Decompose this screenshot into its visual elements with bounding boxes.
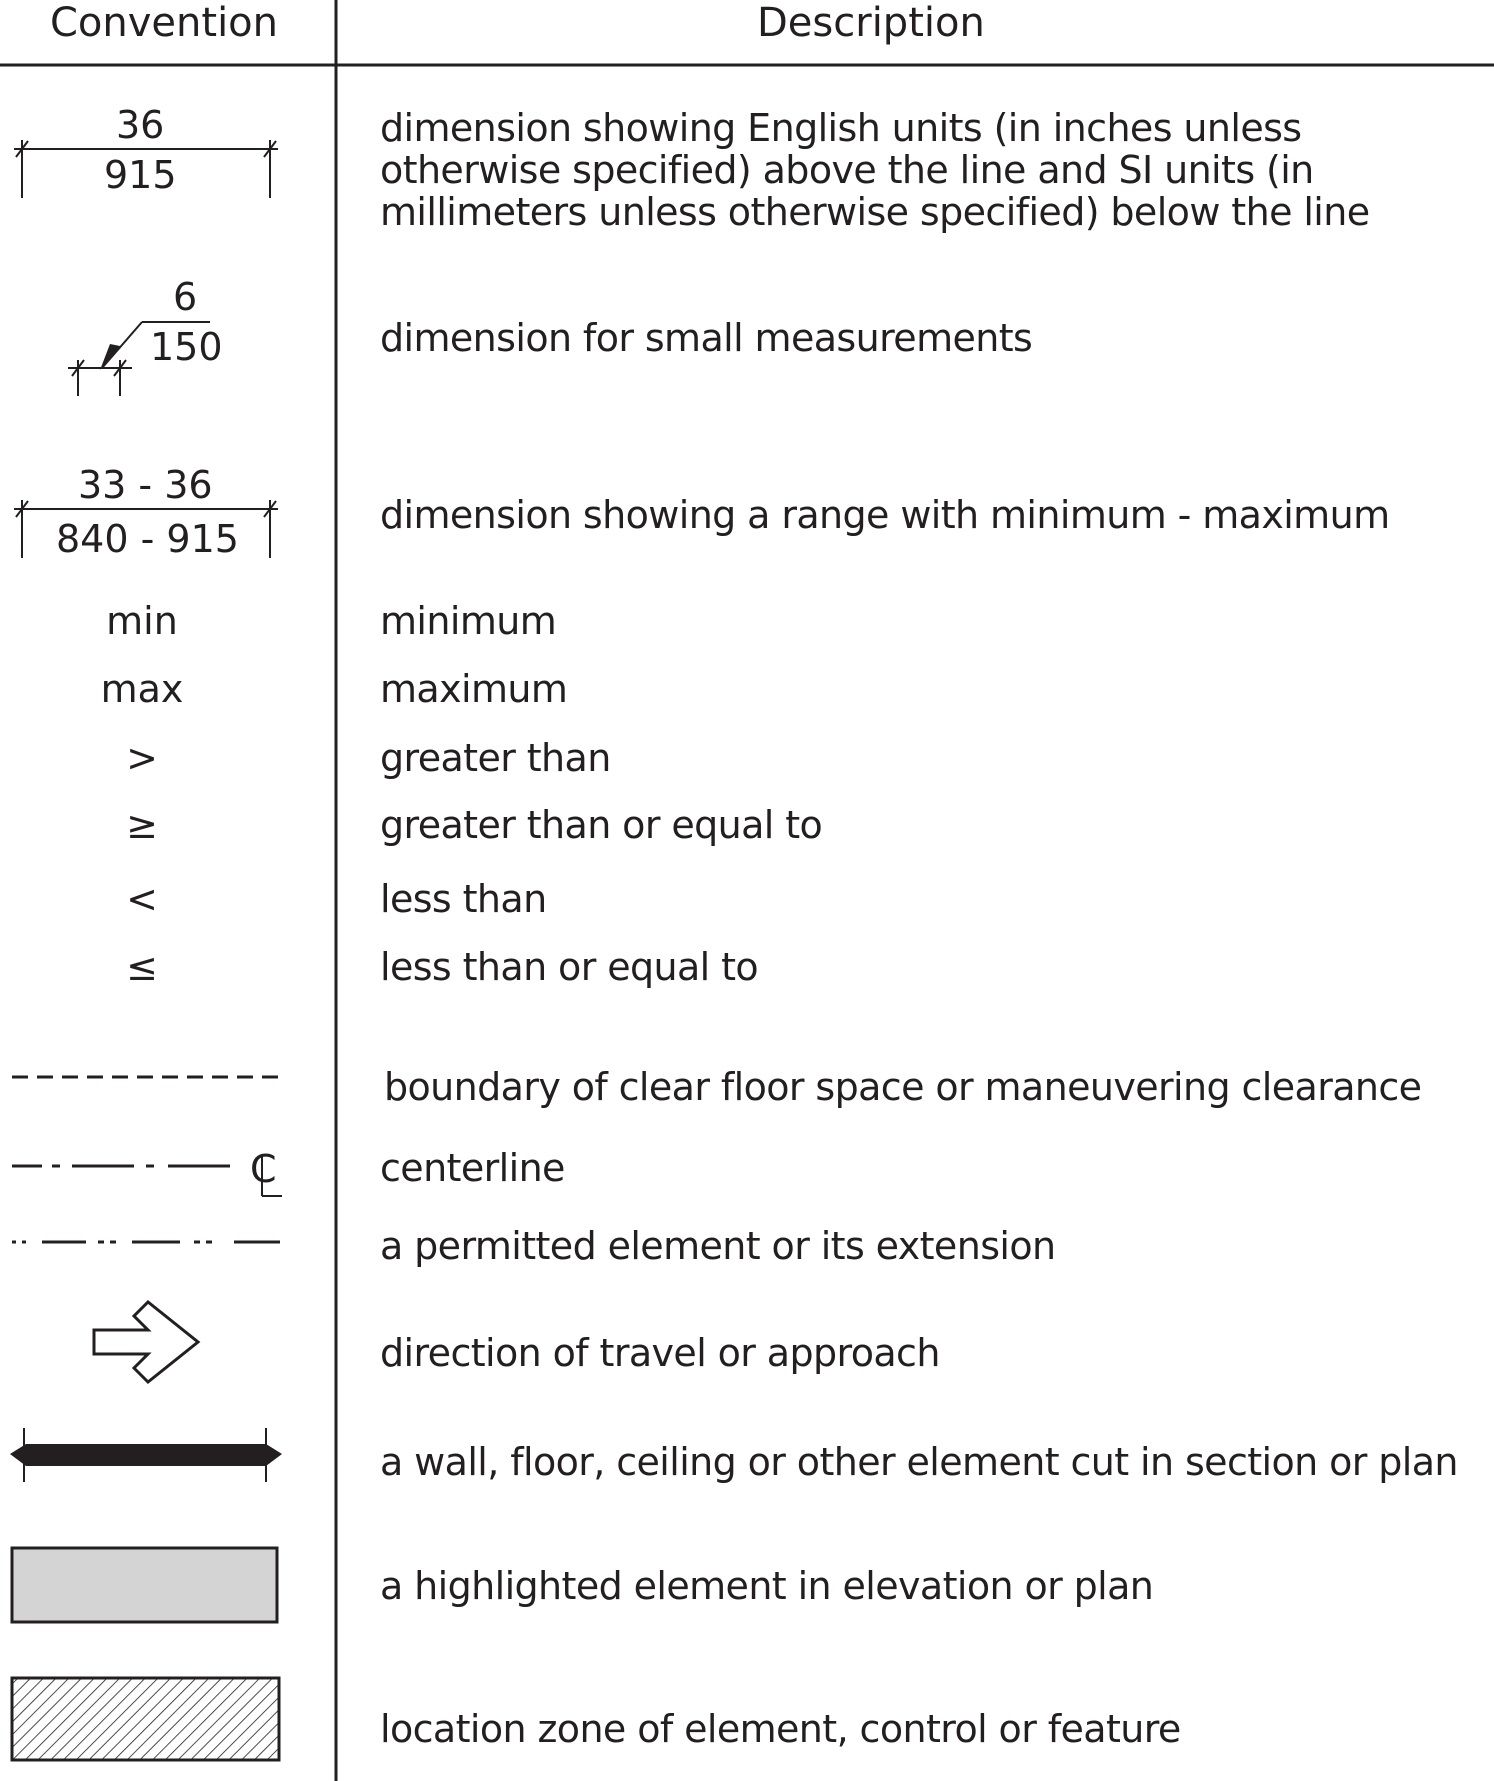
convention-symbol: max [100,667,184,711]
row-description: centerline [380,1146,565,1190]
dimension-lower-value: 840 - 915 [56,517,239,561]
centerline-icon [0,1140,300,1200]
hatched-rect-icon [0,1670,300,1770]
convention-symbol: min [106,599,178,643]
row-description: direction of travel or approach [380,1331,940,1375]
highlighted-rect-icon [0,1540,300,1630]
row-description: boundary of clear floor space or maneuvering clearance [384,1065,1422,1109]
row-description: less than [380,877,547,921]
wall-section-icon [0,1420,300,1490]
row-description: dimension showing English units (in inches unless otherwise specified) above the line and SI units (in millimeters unless otherwise specified) below the line [380,106,1370,234]
row-description: a permitted element or its extension [380,1224,1056,1268]
row-description: greater than [380,736,611,780]
dashed-line-icon [0,1067,300,1087]
centerline-symbol: C [250,1147,277,1191]
dash-dot-dot-line-icon [0,1232,300,1252]
dimension-lower-value: 150 [150,325,223,369]
row-description: less than or equal to [380,945,759,989]
header-description: Description [757,0,985,46]
row-description: greater than or equal to [380,803,823,847]
row-description: location zone of element, control or feature [380,1707,1181,1751]
dimension-upper-value: 33 - 36 [78,463,213,507]
arrow-right-icon [0,1290,300,1390]
row-description: a highlighted element in elevation or plan [380,1564,1154,1608]
header-convention: Convention [50,0,279,46]
dimension-lower-value: 915 [104,153,177,197]
row-description: a wall, floor, ceiling or other element cut in section or plan [380,1440,1458,1484]
row-description: minimum [380,599,557,643]
row-description: dimension for small measurements [380,316,1033,360]
convention-symbol: ≥ [126,803,158,847]
dimension-upper-value: 6 [173,275,198,319]
row-description: maximum [380,667,568,711]
dimension-upper-value: 36 [116,103,165,147]
convention-symbol: > [126,736,158,780]
convention-symbol: ≤ [126,945,158,989]
row-description: dimension showing a range with minimum - maximum [380,493,1390,537]
convention-symbol: < [126,877,158,921]
